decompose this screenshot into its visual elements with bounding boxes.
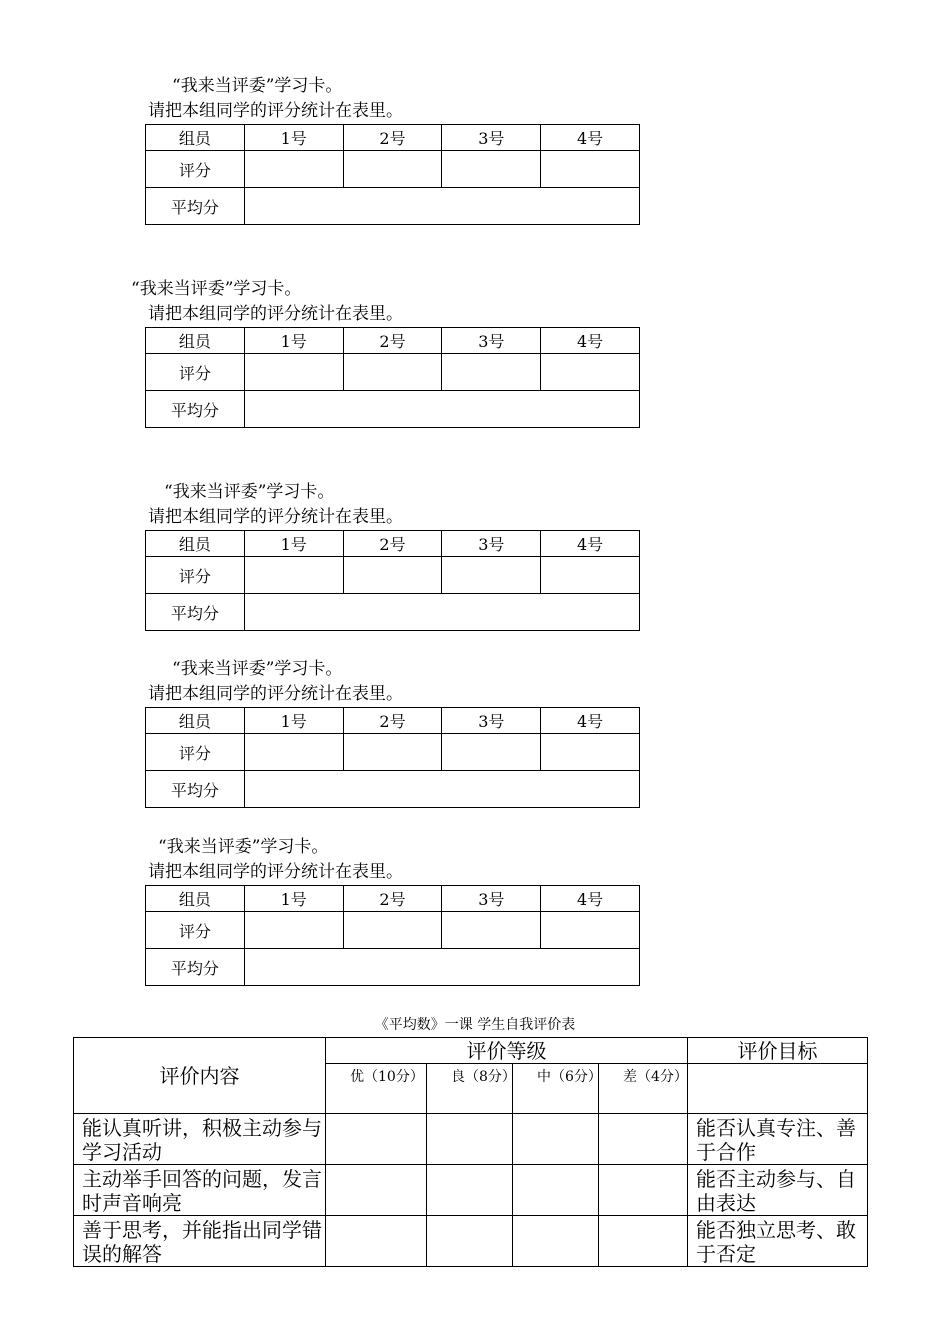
self-eval-row [74, 1165, 868, 1216]
grade-cell[interactable] [599, 1216, 688, 1267]
score-label: 评分 [146, 151, 245, 188]
header-label: 组员 [146, 125, 245, 151]
score-cell[interactable] [244, 151, 343, 188]
average-label: 平均分 [146, 188, 245, 225]
score-cell[interactable] [541, 354, 640, 391]
score-row [146, 912, 640, 949]
grade-poor: 差（4分） [599, 1064, 688, 1114]
self-eval-table [73, 1037, 868, 1267]
member-header: 2号 [343, 708, 442, 734]
grade-cell[interactable] [599, 1165, 688, 1216]
score-row [146, 354, 640, 391]
member-header: 4号 [541, 531, 640, 557]
average-row [146, 949, 640, 986]
self-eval-row [74, 1114, 868, 1165]
card-title: “我来当评委”学习卡。 [158, 837, 329, 857]
member-header: 1号 [244, 708, 343, 734]
grade-good: 良（8分） [427, 1064, 513, 1114]
header-label: 组员 [146, 531, 245, 557]
eval-content: 能认真听讲，积极主动参与学习活动 [74, 1114, 326, 1165]
score-cell[interactable] [442, 151, 541, 188]
eval-goal: 能否认真专注、善于合作 [688, 1114, 868, 1165]
member-header: 3号 [442, 708, 541, 734]
score-cell[interactable] [343, 734, 442, 771]
grade-cell[interactable] [427, 1216, 513, 1267]
average-row [146, 391, 640, 428]
score-cell[interactable] [442, 354, 541, 391]
header-label: 组员 [146, 886, 245, 912]
score-cell[interactable] [343, 912, 442, 949]
grade-cell[interactable] [326, 1216, 427, 1267]
card-instruction: 请把本组同学的评分统计在表里。 [148, 862, 403, 882]
grade-cell[interactable] [513, 1165, 599, 1216]
grade-excellent: 优（10分） [326, 1064, 427, 1114]
card-instruction: 请把本组同学的评分统计在表里。 [148, 684, 403, 704]
member-header: 3号 [442, 886, 541, 912]
col-grade-header: 评价等级 [326, 1038, 688, 1064]
member-header: 4号 [541, 125, 640, 151]
score-cell[interactable] [541, 734, 640, 771]
member-header: 2号 [343, 328, 442, 354]
score-table [145, 885, 640, 986]
header-label: 组员 [146, 708, 245, 734]
header-row [146, 708, 640, 734]
header-row [146, 328, 640, 354]
average-label: 平均分 [146, 949, 245, 986]
col-content-header: 评价内容 [74, 1038, 326, 1114]
grade-cell[interactable] [427, 1114, 513, 1165]
average-row [146, 188, 640, 225]
member-header: 3号 [442, 125, 541, 151]
self-eval-row [74, 1216, 868, 1267]
average-cell[interactable] [244, 594, 639, 631]
eval-content: 善于思考，并能指出同学错误的解答 [74, 1216, 326, 1267]
score-label: 评分 [146, 912, 245, 949]
score-cell[interactable] [343, 354, 442, 391]
score-row [146, 151, 640, 188]
member-header: 3号 [442, 328, 541, 354]
member-header: 1号 [244, 125, 343, 151]
member-header: 4号 [541, 328, 640, 354]
score-table [145, 327, 640, 428]
average-row [146, 594, 640, 631]
self-eval-header-row [74, 1038, 868, 1064]
grade-cell[interactable] [599, 1114, 688, 1165]
score-table [145, 530, 640, 631]
card-instruction: 请把本组同学的评分统计在表里。 [148, 101, 403, 121]
header-row [146, 531, 640, 557]
eval-content: 主动举手回答的问题，发言时声音响亮 [74, 1165, 326, 1216]
header-row [146, 125, 640, 151]
goal-blank-cell [688, 1064, 868, 1114]
score-table [145, 124, 640, 225]
grade-cell[interactable] [513, 1114, 599, 1165]
score-table [145, 707, 640, 808]
score-cell[interactable] [343, 557, 442, 594]
header-label: 组员 [146, 328, 245, 354]
average-label: 平均分 [146, 391, 245, 428]
score-cell[interactable] [442, 557, 541, 594]
member-header: 2号 [343, 531, 442, 557]
score-cell[interactable] [541, 912, 640, 949]
eval-goal: 能否主动参与、自由表达 [688, 1165, 868, 1216]
score-cell[interactable] [244, 734, 343, 771]
header-row [146, 886, 640, 912]
score-row [146, 734, 640, 771]
self-eval-title: 《平均数》一课 学生自我评价表 [374, 1017, 576, 1033]
average-cell[interactable] [244, 771, 639, 808]
score-cell[interactable] [343, 151, 442, 188]
member-header: 2号 [343, 886, 442, 912]
member-header: 1号 [244, 886, 343, 912]
col-goal-header: 评价目标 [688, 1038, 868, 1064]
member-header: 1号 [244, 328, 343, 354]
average-row [146, 771, 640, 808]
member-header: 2号 [343, 125, 442, 151]
member-header: 1号 [244, 531, 343, 557]
score-cell[interactable] [442, 734, 541, 771]
score-cell[interactable] [244, 557, 343, 594]
member-header: 4号 [541, 886, 640, 912]
score-cell[interactable] [244, 912, 343, 949]
member-header: 4号 [541, 708, 640, 734]
score-label: 评分 [146, 557, 245, 594]
score-label: 评分 [146, 734, 245, 771]
average-cell[interactable] [244, 188, 639, 225]
average-label: 平均分 [146, 771, 245, 808]
card-title: “我来当评委”学习卡。 [131, 279, 302, 299]
score-cell[interactable] [541, 151, 640, 188]
score-cell[interactable] [541, 557, 640, 594]
card-instruction: 请把本组同学的评分统计在表里。 [148, 304, 403, 324]
member-header: 3号 [442, 531, 541, 557]
average-cell[interactable] [244, 391, 639, 428]
grade-cell[interactable] [427, 1165, 513, 1216]
card-title: “我来当评委”学习卡。 [172, 659, 343, 679]
grade-cell[interactable] [326, 1165, 427, 1216]
grade-cell[interactable] [513, 1216, 599, 1267]
card-title: “我来当评委”学习卡。 [164, 482, 335, 502]
grade-fair: 中（6分） [513, 1064, 599, 1114]
score-label: 评分 [146, 354, 245, 391]
score-row [146, 557, 640, 594]
score-cell[interactable] [244, 354, 343, 391]
eval-goal: 能否独立思考、敢于否定 [688, 1216, 868, 1267]
average-cell[interactable] [244, 949, 639, 986]
card-title: “我来当评委”学习卡。 [172, 76, 343, 96]
card-instruction: 请把本组同学的评分统计在表里。 [148, 507, 403, 527]
score-cell[interactable] [442, 912, 541, 949]
average-label: 平均分 [146, 594, 245, 631]
grade-cell[interactable] [326, 1114, 427, 1165]
